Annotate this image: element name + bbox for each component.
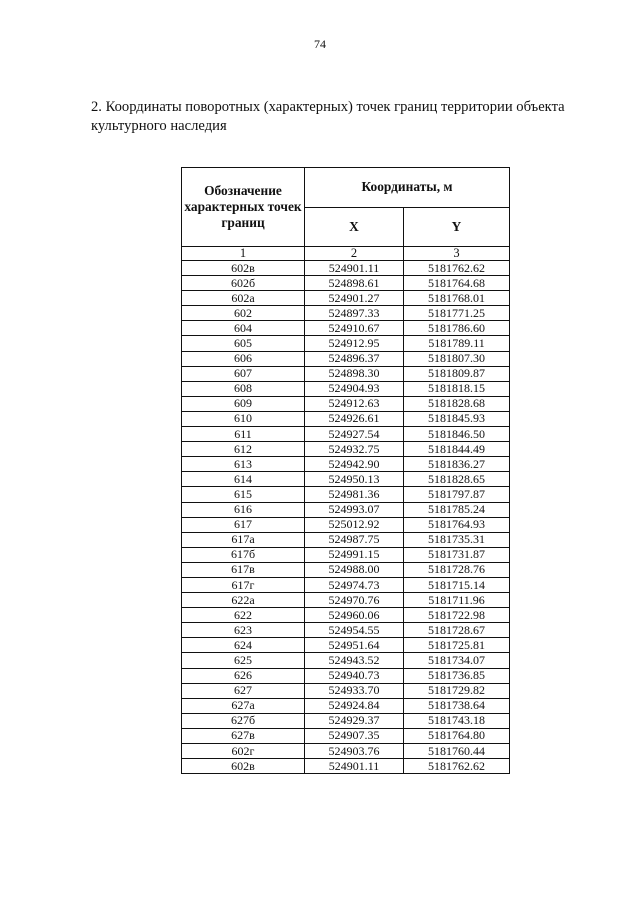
header-point-designation: Обозначение характерных точек границ [182, 168, 305, 247]
y-coordinate-cell: 5181828.68 [404, 396, 510, 411]
table-row [182, 608, 510, 623]
table-row [182, 623, 510, 638]
table-row [182, 472, 510, 487]
table-row [182, 427, 510, 442]
point-cell: 609 [182, 396, 305, 411]
point-cell: 605 [182, 336, 305, 351]
x-coordinate-cell: 524898.30 [305, 366, 404, 381]
x-coordinate-cell: 524933.70 [305, 683, 404, 698]
column-number: 1 [182, 247, 305, 261]
x-coordinate-cell: 524993.07 [305, 502, 404, 517]
y-coordinate-cell: 5181736.85 [404, 668, 510, 683]
table-row [182, 653, 510, 668]
table-row [182, 744, 510, 759]
column-number-row [182, 247, 510, 261]
point-cell: 623 [182, 623, 305, 638]
table-row [182, 306, 510, 321]
x-coordinate-cell: 524910.67 [305, 321, 404, 336]
x-coordinate-cell: 524943.52 [305, 653, 404, 668]
point-cell: 606 [182, 351, 305, 366]
table-row [182, 502, 510, 517]
x-coordinate-cell: 524924.84 [305, 698, 404, 713]
y-coordinate-cell: 5181728.67 [404, 623, 510, 638]
point-cell: 610 [182, 411, 305, 426]
x-coordinate-cell: 524897.33 [305, 306, 404, 321]
x-coordinate-cell: 524950.13 [305, 472, 404, 487]
y-coordinate-cell: 5181762.62 [404, 759, 510, 774]
y-coordinate-cell: 5181818.15 [404, 381, 510, 396]
point-cell: 627а [182, 698, 305, 713]
x-coordinate-cell: 524960.06 [305, 608, 404, 623]
table-row [182, 366, 510, 381]
x-coordinate-cell: 524926.61 [305, 411, 404, 426]
point-cell: 614 [182, 472, 305, 487]
point-cell: 612 [182, 442, 305, 457]
point-cell: 625 [182, 653, 305, 668]
y-coordinate-cell: 5181729.82 [404, 683, 510, 698]
header-y: Y [404, 207, 510, 247]
point-cell: 627в [182, 728, 305, 743]
y-coordinate-cell: 5181711.96 [404, 593, 510, 608]
point-cell: 613 [182, 457, 305, 472]
point-cell: 626 [182, 668, 305, 683]
table-row [182, 593, 510, 608]
x-coordinate-cell: 524898.61 [305, 276, 404, 291]
header-coordinates: Координаты, м [305, 168, 510, 208]
table-row [182, 442, 510, 457]
y-coordinate-cell: 5181797.87 [404, 487, 510, 502]
y-coordinate-cell: 5181807.30 [404, 351, 510, 366]
column-number: 2 [305, 247, 404, 261]
point-cell: 622а [182, 593, 305, 608]
table-row [182, 351, 510, 366]
y-coordinate-cell: 5181846.50 [404, 427, 510, 442]
table-row [182, 276, 510, 291]
point-cell: 607 [182, 366, 305, 381]
point-cell: 604 [182, 321, 305, 336]
point-cell: 617 [182, 517, 305, 532]
y-coordinate-cell: 5181734.07 [404, 653, 510, 668]
table-row [182, 291, 510, 306]
y-coordinate-cell: 5181785.24 [404, 502, 510, 517]
point-cell: 616 [182, 502, 305, 517]
table-row [182, 728, 510, 743]
point-cell: 622 [182, 608, 305, 623]
y-coordinate-cell: 5181731.87 [404, 547, 510, 562]
point-cell: 602б [182, 276, 305, 291]
table-row [182, 261, 510, 276]
x-coordinate-cell: 524951.64 [305, 638, 404, 653]
x-coordinate-cell: 524912.95 [305, 336, 404, 351]
table-row [182, 668, 510, 683]
y-coordinate-cell: 5181764.80 [404, 728, 510, 743]
point-cell: 627 [182, 683, 305, 698]
y-coordinate-cell: 5181728.76 [404, 562, 510, 577]
point-cell: 617в [182, 562, 305, 577]
point-cell: 617б [182, 547, 305, 562]
point-cell: 602 [182, 306, 305, 321]
y-coordinate-cell: 5181771.25 [404, 306, 510, 321]
y-coordinate-cell: 5181786.60 [404, 321, 510, 336]
x-coordinate-cell: 524974.73 [305, 577, 404, 592]
y-coordinate-cell: 5181764.93 [404, 517, 510, 532]
table-row [182, 411, 510, 426]
x-coordinate-cell: 524901.11 [305, 261, 404, 276]
x-coordinate-cell: 524954.55 [305, 623, 404, 638]
x-coordinate-cell: 524904.93 [305, 381, 404, 396]
y-coordinate-cell: 5181725.81 [404, 638, 510, 653]
point-cell: 617г [182, 577, 305, 592]
y-coordinate-cell: 5181789.11 [404, 336, 510, 351]
table-row [182, 336, 510, 351]
table-row [182, 638, 510, 653]
table-row [182, 562, 510, 577]
point-cell: 617а [182, 532, 305, 547]
x-coordinate-cell: 524901.11 [305, 759, 404, 774]
point-cell: 624 [182, 638, 305, 653]
table-row [182, 713, 510, 728]
y-coordinate-cell: 5181762.62 [404, 261, 510, 276]
y-coordinate-cell: 5181836.27 [404, 457, 510, 472]
x-coordinate-cell: 524991.15 [305, 547, 404, 562]
table-row [182, 457, 510, 472]
x-coordinate-cell: 524970.76 [305, 593, 404, 608]
table-row [182, 698, 510, 713]
point-cell: 611 [182, 427, 305, 442]
x-coordinate-cell: 524903.76 [305, 744, 404, 759]
y-coordinate-cell: 5181735.31 [404, 532, 510, 547]
x-coordinate-cell: 524896.37 [305, 351, 404, 366]
x-coordinate-cell: 524932.75 [305, 442, 404, 457]
table-body [182, 247, 510, 774]
point-cell: 615 [182, 487, 305, 502]
table-row [182, 532, 510, 547]
point-cell: 602а [182, 291, 305, 306]
y-coordinate-cell: 5181844.49 [404, 442, 510, 457]
header-x: X [305, 207, 404, 247]
point-cell: 608 [182, 381, 305, 396]
table-row [182, 683, 510, 698]
section-heading: 2. Координаты поворотных (характерных) точек границ территории объекта культурного наследия [91, 99, 565, 134]
page-number: 74 [314, 37, 326, 51]
x-coordinate-cell: 524901.27 [305, 291, 404, 306]
y-coordinate-cell: 5181768.01 [404, 291, 510, 306]
table-row [182, 577, 510, 592]
table-row [182, 381, 510, 396]
point-cell: 602г [182, 744, 305, 759]
coordinates-table [181, 167, 510, 774]
x-coordinate-cell: 524907.35 [305, 728, 404, 743]
y-coordinate-cell: 5181738.64 [404, 698, 510, 713]
x-coordinate-cell: 524942.90 [305, 457, 404, 472]
point-cell: 627б [182, 713, 305, 728]
y-coordinate-cell: 5181764.68 [404, 276, 510, 291]
x-coordinate-cell: 524927.54 [305, 427, 404, 442]
table-row [182, 396, 510, 411]
y-coordinate-cell: 5181828.65 [404, 472, 510, 487]
x-coordinate-cell: 525012.92 [305, 517, 404, 532]
table-row [182, 517, 510, 532]
table-row [182, 487, 510, 502]
x-coordinate-cell: 524929.37 [305, 713, 404, 728]
point-cell: 602в [182, 759, 305, 774]
y-coordinate-cell: 5181743.18 [404, 713, 510, 728]
y-coordinate-cell: 5181809.87 [404, 366, 510, 381]
x-coordinate-cell: 524988.00 [305, 562, 404, 577]
point-cell: 602в [182, 261, 305, 276]
y-coordinate-cell: 5181845.93 [404, 411, 510, 426]
y-coordinate-cell: 5181722.98 [404, 608, 510, 623]
y-coordinate-cell: 5181760.44 [404, 744, 510, 759]
x-coordinate-cell: 524987.75 [305, 532, 404, 547]
y-coordinate-cell: 5181715.14 [404, 577, 510, 592]
column-number: 3 [404, 247, 510, 261]
table-row [182, 759, 510, 774]
x-coordinate-cell: 524981.36 [305, 487, 404, 502]
x-coordinate-cell: 524912.63 [305, 396, 404, 411]
table-row [182, 547, 510, 562]
x-coordinate-cell: 524940.73 [305, 668, 404, 683]
table-row [182, 321, 510, 336]
